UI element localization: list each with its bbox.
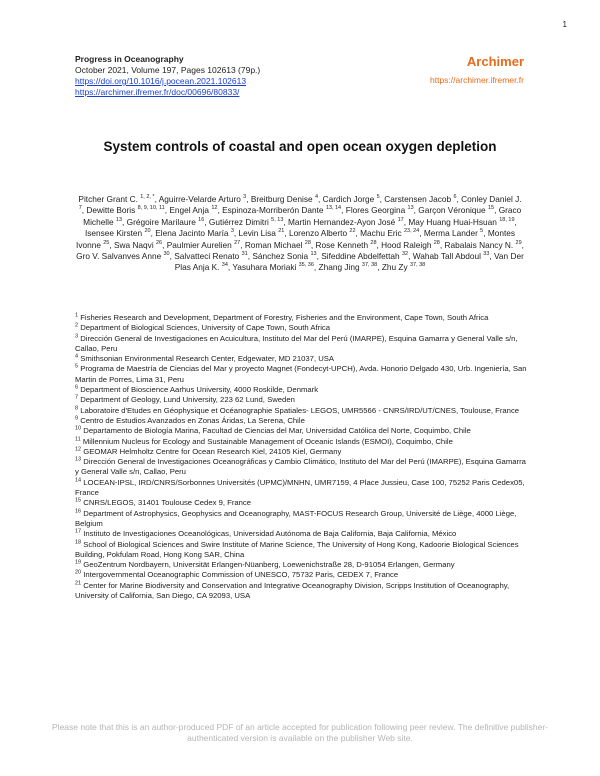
author bbox=[159, 194, 246, 204]
affiliation-number: 9 bbox=[75, 415, 79, 422]
author-name: Swa Naqvi bbox=[114, 239, 156, 250]
affiliation-number: 19 bbox=[75, 559, 82, 566]
author-affiliation-ref: 33 bbox=[483, 251, 490, 258]
affiliation-item bbox=[75, 447, 527, 457]
author-name: Garçon Véronique bbox=[418, 205, 488, 216]
affiliation-item bbox=[75, 323, 527, 333]
author-affiliation-ref: 32 bbox=[401, 251, 409, 258]
author-affiliation-ref: 28 bbox=[304, 239, 311, 246]
author-affiliation-ref: 13 bbox=[407, 205, 414, 212]
author-affiliation-ref: 13 bbox=[310, 251, 317, 258]
author-name: Rose Kenneth bbox=[315, 239, 371, 250]
author-affiliation-ref: 34 bbox=[221, 262, 228, 269]
affiliation-item bbox=[75, 334, 527, 355]
affiliation-text: Dirección General de Investigaciones Oceanográficas y Cambio Climático, Instituto del Mar del Perú (IMARPE), Esquina Gamarra y General Valle s/n, Callao, Peru bbox=[75, 457, 526, 477]
author bbox=[316, 240, 377, 250]
affiliation-item bbox=[75, 416, 527, 426]
author-affiliation-ref: 28 bbox=[433, 239, 440, 246]
author bbox=[360, 228, 419, 238]
author-name: Isensee Kirsten bbox=[84, 228, 145, 239]
author bbox=[174, 251, 247, 261]
author-affiliation-ref: 3 bbox=[230, 228, 234, 235]
affiliation-text: Millennium Nucleus for Ecology and Sustainable Management of Oceanic Islands (ESMOI), Coquimbo, Chile bbox=[80, 436, 453, 446]
author bbox=[76, 251, 169, 261]
affiliation-text: School of Biological Sciences and Swire Institute of Marine Science, The University of Hong Kong, Kadoorie Biological Sciences Building, Pokfulam Road, Hong Kong SAR, China bbox=[75, 539, 519, 559]
author bbox=[346, 205, 414, 215]
affiliation-number: 8 bbox=[75, 405, 79, 412]
author bbox=[413, 251, 490, 261]
author-list: Pitcher Grant C. $^{1, 2, *}$, Aguirre-Velarde Arturo $^3$, Breitburg Denise $^4$, Cardich Jorge $^5$, Carstensen Jacob $^6$, Conley Daniel J. $^7$, Dewitte Boris $^{8, 9, 10, 11}$, Engel Anja $^{12}$, Espinoza-Morriberón Dante $^{13, 14}$, Flores Georgina $^{13}$, Garçon Véronique $^{15}$, Graco Michelle $^{13}$, Grégoire Marilaure $^{16}$, Gutiérrez Dimitri $^{5, 13}$, Martin Hernandez-Ayon José $^{17}$, May Huang Huai-Hsuan $^{18, 19}$, Isensee Kirsten $^{20}$, Elena Jacinto María $^3$, Levin Lisa $^{21}$, Lorenzo Alberto $^{22}$, Machu Eric $^{23, 24}$, Merma Lander $^5$, Montes Ivonne $^{25}$, Swa Naqvi $^{26}$, Paulmier Aurelien $^{27}$, Roman Michael $^{28}$, Rose Kenneth $^{28}$, Hood Raleigh $^{28}$, Rabalais Nancy N. $^{29}$, Gro V. Salvanves Anne $^{30}$, Salvatteci Renato $^{31}$, Sánchez Sonia $^{13}$, Sifeddine Abdelfettah $^{32}$, Wahab Tall Abdoul $^{33}$, Van Der Plas Anja K. $^{34}$, Yasuhara Moriaki $^{35, 36}$, Zhang Jing $^{37, 38}$, Zhu Zy $^{37, 38}$ bbox=[76, 194, 524, 273]
affiliation-number: 5 bbox=[75, 363, 79, 370]
author-name: Sánchez Sonia bbox=[252, 251, 311, 262]
affiliation-text: LOCEAN-IPSL, IRD/CNRS/Sorbonnes Universités (UPMC)/MNHN, UMR7159, 4 Place Jussieu, Case 100, 75252 Paris Cedex05, France bbox=[75, 477, 525, 498]
affiliation-number: 14 bbox=[75, 477, 82, 484]
affiliation-item bbox=[75, 395, 527, 405]
author-name: Conley Daniel J. bbox=[461, 194, 522, 204]
author-affiliation-ref: 29 bbox=[515, 239, 522, 246]
author-name: Wahab Tall Abdoul bbox=[412, 251, 484, 262]
author bbox=[408, 217, 514, 227]
author-affiliation-ref: 18, 19 bbox=[499, 217, 515, 224]
author bbox=[252, 251, 316, 261]
author-affiliation-ref: 13, 14 bbox=[325, 205, 342, 212]
author-name: Pitcher Grant C. bbox=[78, 194, 141, 204]
affiliation-number: 1 bbox=[75, 312, 79, 319]
author-name: Breitburg Denise bbox=[250, 194, 315, 204]
affiliation-item bbox=[75, 540, 527, 561]
author-affiliation-ref: 15 bbox=[487, 205, 495, 212]
affiliation-item bbox=[75, 426, 527, 436]
author-name: Paulmier Aurelien bbox=[166, 239, 235, 250]
author-name: Hood Raleigh bbox=[381, 239, 434, 250]
author bbox=[289, 228, 356, 238]
author-affiliation-ref: 5, 13 bbox=[271, 217, 284, 224]
author-affiliation-ref: 37, 38 bbox=[361, 262, 378, 269]
affiliation-text: Departamento de Biología Marina, Facultad de Ciencias del Mar, Universidad Católica del Norte, Coquimbo, Chile bbox=[81, 426, 471, 436]
author-name: Graco Michelle bbox=[83, 205, 522, 227]
author-affiliation-ref: 3 bbox=[243, 194, 247, 201]
author bbox=[239, 228, 285, 238]
affiliation-number: 21 bbox=[75, 580, 82, 587]
author-affiliation-ref: 8, 9, 10, 11 bbox=[137, 205, 165, 212]
author bbox=[382, 262, 425, 272]
author-affiliation-ref: 21 bbox=[278, 228, 285, 235]
author-affiliation-ref: 25 bbox=[103, 239, 110, 246]
affiliation-number: 2 bbox=[75, 322, 79, 329]
author-affiliation-ref: 31 bbox=[241, 251, 248, 258]
author bbox=[245, 240, 311, 250]
affiliation-text: Smithsonian Environmental Research Center, Edgewater, MD 21037, USA bbox=[78, 354, 335, 364]
author-affiliation-ref: 6 bbox=[453, 194, 457, 201]
affiliation-text: Centro de Estudios Avanzados en Zonas Áridas, La Serena, Chile bbox=[78, 415, 305, 425]
author-name: Martin Hernandez-Ayon José bbox=[288, 216, 398, 227]
author-name: Sifeddine Abdelfettah bbox=[321, 251, 402, 262]
affiliation-text: Fisheries Research and Development, Department of Forestry, Fisheries and the Environment, Cape Town, South Africa bbox=[78, 313, 489, 322]
author bbox=[167, 240, 240, 250]
affiliation-text: Dirección General de Investigaciones en Acuicultura, Instituto del Mar del Perú (IMARPE), Esquina Gamarra y General Valle s/n, Callao, Peru bbox=[75, 333, 518, 353]
affiliation-item bbox=[75, 406, 527, 416]
author bbox=[319, 262, 378, 272]
journal-citation bbox=[75, 54, 260, 98]
author-affiliation-ref: 17 bbox=[397, 217, 404, 224]
author bbox=[169, 205, 217, 215]
affiliation-text: Department of Geology, Lund University, 223 62 Lund, Sweden bbox=[78, 395, 295, 405]
author bbox=[418, 205, 494, 215]
author-name: Van Der Plas Anja K. bbox=[174, 251, 524, 273]
author-name: Elena Jacinto María bbox=[155, 228, 231, 239]
author bbox=[127, 217, 205, 227]
author bbox=[155, 228, 234, 238]
affiliation-number: 6 bbox=[75, 384, 79, 391]
author-affiliation-ref: 12 bbox=[211, 205, 218, 212]
affiliation-text: Programa de Maestría de Ciencias del Mar y proyecto Magnet (Fondecyt-UPCH), Avda. Honorio Delgado 430, Urb. Ingeniería, San Martin de Porres, Lima 31, Peru bbox=[75, 364, 527, 384]
author-affiliation-ref: 37, 38 bbox=[409, 262, 426, 269]
affiliation-item bbox=[75, 478, 527, 499]
affiliation-item bbox=[75, 354, 527, 364]
affiliation-text: CNRS/LEGOS, 31401 Toulouse Cedex 9, France bbox=[81, 498, 252, 508]
affiliation-item bbox=[75, 560, 527, 570]
author bbox=[445, 240, 522, 250]
affiliation-number: 15 bbox=[75, 497, 82, 504]
author bbox=[78, 194, 154, 204]
affiliation-item bbox=[75, 581, 527, 602]
author bbox=[321, 251, 408, 261]
author-name: May Huang Huai-Hsuan bbox=[408, 216, 500, 227]
affiliation-text: GEOMAR Helmholtz Centre for Ocean Research Kiel, 24105 Kiel, Germany bbox=[81, 446, 342, 456]
author-name: Engel Anja bbox=[169, 205, 212, 216]
article-title: System controls of coastal and open ocean oxygen depletion bbox=[103, 139, 497, 154]
author bbox=[85, 228, 151, 238]
author-affiliation-ref: 22 bbox=[349, 228, 356, 235]
affiliation-item bbox=[75, 498, 527, 508]
archimer-logo bbox=[430, 54, 524, 88]
author-name: Rabalais Nancy N. bbox=[444, 239, 516, 250]
affiliation-item bbox=[75, 509, 527, 530]
author-affiliation-ref: 26 bbox=[155, 239, 163, 246]
archimer-url-link[interactable]: https://archimer.ifremer.fr bbox=[430, 75, 524, 85]
author bbox=[86, 205, 164, 215]
journal-title: Progress in Oceanography bbox=[75, 54, 184, 64]
affiliation-number: 12 bbox=[75, 446, 82, 453]
affiliation-number: 20 bbox=[75, 569, 82, 576]
affiliation-item bbox=[75, 385, 527, 395]
author-name: Grégoire Marilaure bbox=[126, 216, 199, 227]
affiliation-text: Department of Biological Sciences, University of Cape Town, South Africa bbox=[78, 323, 331, 333]
author-affiliation-ref: 5 bbox=[480, 228, 484, 235]
author-name: Aguirre-Velarde Arturo bbox=[158, 194, 244, 204]
affiliation-number: 3 bbox=[75, 333, 79, 340]
author bbox=[251, 194, 318, 204]
affiliation-number: 18 bbox=[75, 538, 82, 545]
affiliation-number: 10 bbox=[75, 425, 82, 432]
author-name: Cardich Jorge bbox=[322, 194, 377, 204]
author-affiliation-ref: 4 bbox=[314, 194, 318, 201]
author-affiliation-ref: 30 bbox=[163, 251, 170, 258]
affiliation-text: Center for Marine Biodiversity and Conservation and Integrative Oceanography Division, Scripps Institution of Oceanography, University of California, San Diego, CA 92093, USA bbox=[75, 580, 510, 601]
author-affiliation-ref: 28 bbox=[370, 239, 377, 246]
author bbox=[232, 262, 314, 272]
archimer-doc-link[interactable]: https://archimer.ifremer.fr/doc/00696/80833/ bbox=[75, 87, 240, 97]
author-affiliation-ref: 7 bbox=[78, 205, 82, 212]
affiliation-text: Intergovernmental Oceanographic Commission of UNESCO, 75732 Paris, CEDEX 7, France bbox=[81, 570, 399, 580]
affiliation-item bbox=[75, 529, 527, 539]
affiliation-item bbox=[75, 570, 527, 580]
author-affiliation-ref: 20 bbox=[144, 228, 151, 235]
author bbox=[222, 205, 341, 215]
author bbox=[288, 217, 404, 227]
affiliation-text: Department of Bioscience Aarhus University, 4000 Roskilde, Denmark bbox=[78, 385, 319, 395]
affiliation-number: 16 bbox=[75, 508, 82, 515]
affiliation-item bbox=[75, 313, 527, 323]
author-name: Roman Michael bbox=[244, 239, 305, 250]
author bbox=[381, 240, 440, 250]
footer-note: Please note that this is an author-produced PDF of an article accepted for publication following peer review. The definitive publisher-authenticated version is available on the publisher Web site. bbox=[52, 722, 548, 743]
author-name: Salvatteci Renato bbox=[174, 251, 242, 262]
author-name: Gutiérrez Dimitri bbox=[208, 216, 272, 227]
author bbox=[424, 228, 483, 238]
author-name: Zhu Zy bbox=[381, 262, 410, 273]
doi-link[interactable]: https://doi.org/10.1016/j.pocean.2021.102613 bbox=[75, 76, 247, 86]
affiliation-item bbox=[75, 437, 527, 447]
author bbox=[209, 217, 283, 227]
author-affiliation-ref: 27 bbox=[234, 239, 241, 246]
author bbox=[384, 194, 456, 204]
author-name: Montes Ivonne bbox=[76, 228, 516, 250]
author-affiliation-ref: 16 bbox=[198, 217, 205, 224]
author-name: Espinoza-Morriberón Dante bbox=[222, 205, 326, 216]
page-number: 1 bbox=[562, 20, 567, 29]
affiliation-text: Instituto de Investigaciones Oceanológicas, Universidad Autónoma de Baja California, Baja California, México bbox=[81, 529, 457, 539]
author-name: Machu Eric bbox=[360, 228, 404, 239]
author-name: Zhang Jing bbox=[318, 262, 362, 273]
affiliation-item bbox=[75, 364, 527, 385]
affiliation-text: Laboratoire d'Etudes en Géophysique et Océanographie Spatiales- LEGOS, UMR5566 - CNRS/IRD/UT/CNES, Toulouse, France bbox=[78, 405, 520, 415]
author-affiliation-ref: 5 bbox=[376, 194, 380, 201]
author-affiliation-ref: 23, 24 bbox=[403, 228, 420, 235]
archimer-name: Archimer bbox=[466, 54, 524, 69]
affiliation-text: Department of Astrophysics, Geophysics and Oceanography, MAST-FOCUS Research Group, Université de Liège, 4000 Liège, Belgium bbox=[75, 508, 517, 528]
journal-issue: October 2021, Volume 197, Pages 102613 (79p.) bbox=[75, 65, 261, 75]
author-name: Gro V. Salvanves Anne bbox=[76, 251, 164, 262]
author-name: Merma Lander bbox=[423, 228, 481, 239]
author bbox=[323, 194, 380, 204]
author-affiliation-ref: 13 bbox=[115, 217, 123, 224]
affiliation-number: 7 bbox=[75, 394, 79, 401]
author bbox=[114, 240, 162, 250]
author-name: Lorenzo Alberto bbox=[288, 228, 350, 239]
affiliation-number: 13 bbox=[75, 456, 82, 463]
affiliation-list bbox=[75, 313, 527, 601]
author-name: Levin Lisa bbox=[238, 228, 279, 239]
affiliation-item bbox=[75, 457, 527, 478]
author-name: Dewitte Boris bbox=[86, 205, 138, 216]
author-affiliation-ref: 35, 36 bbox=[298, 262, 314, 269]
author-affiliation-ref: 1, 2, * bbox=[140, 194, 155, 201]
author-name: Yasuhara Moriaki bbox=[232, 262, 299, 273]
affiliation-number: 11 bbox=[75, 436, 81, 442]
author-name: Carstensen Jacob bbox=[384, 194, 454, 204]
affiliation-text: GeoZentrum Nordbayern, Universität Erlangen-Nüanberg, Loewenichstraße 28, D-91054 Erlangen, Germany bbox=[81, 560, 455, 570]
affiliation-number: 4 bbox=[75, 353, 79, 360]
author-name: Flores Georgina bbox=[345, 205, 408, 216]
affiliation-number: 17 bbox=[75, 528, 82, 535]
